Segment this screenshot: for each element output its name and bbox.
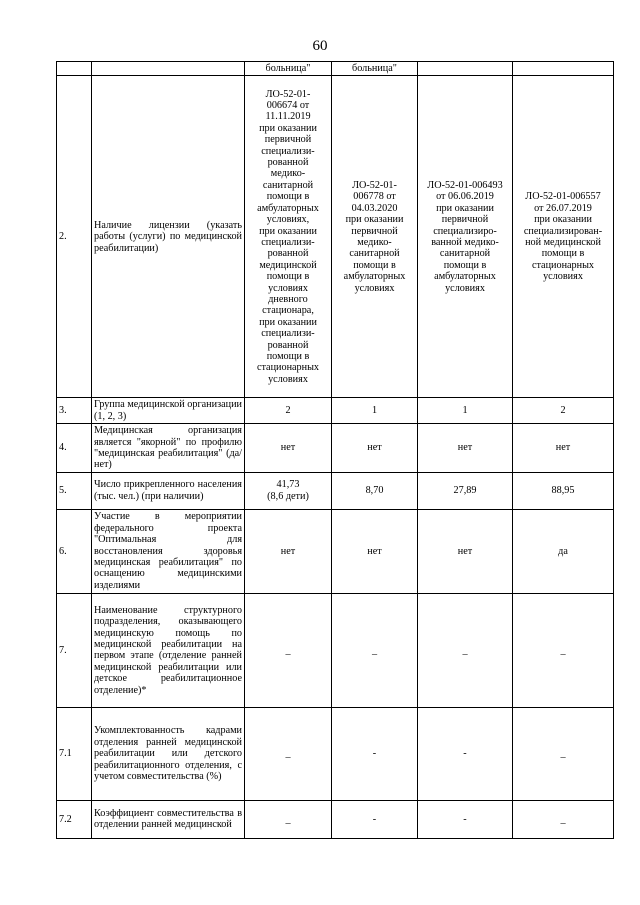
row-label: Коэффициент совместительства в отделении ранней медицинской [92, 800, 245, 838]
cell-v1: _ [245, 800, 332, 838]
cell-empty [57, 62, 92, 76]
cell-v1: нет [245, 509, 332, 593]
row-label: Наличие лицензии (указать работы (услуги) по медицинской реабилитации) [92, 76, 245, 398]
cell-v3: ЛО-52-01-006493 от 06.06.2019 при оказании первичной специализиро- ванной медико- санитарной помощи в амбулаторных условиях [418, 76, 513, 398]
row-number: 2. [57, 76, 92, 398]
cell-v3: нет [418, 424, 513, 473]
table-row [57, 76, 614, 398]
row-number: 3. [57, 398, 92, 424]
cell-empty [418, 62, 513, 76]
row-label: Наименование структурного подразделения, оказывающего медицинскую помощь по медицинской реабилитации на первом этапе (отделение ранней медицинской реабилитации или детское реабилитационное отделение)* [92, 593, 245, 707]
cell-v3: - [418, 707, 513, 800]
cell-v1: _ [245, 707, 332, 800]
row-number: 7. [57, 593, 92, 707]
table-row [57, 593, 614, 707]
cell-v4: _ [513, 800, 614, 838]
table-row [57, 398, 614, 424]
table-row [57, 472, 614, 509]
cell-v1: больница" [245, 62, 332, 76]
cell-v4: _ [513, 707, 614, 800]
cell-v1: 2 [245, 398, 332, 424]
cell-v3: 27,89 [418, 472, 513, 509]
page-number: 60 [312, 38, 328, 54]
row-label: Число прикрепленного населения (тыс. чел.) (при наличии) [92, 472, 245, 509]
cell-v1: 41,73 (8,6 дети) [245, 472, 332, 509]
cell-v3: - [418, 800, 513, 838]
cell-v4: _ [513, 593, 614, 707]
row-number: 6. [57, 509, 92, 593]
cell-empty [513, 62, 614, 76]
cell-v2: - [332, 800, 418, 838]
cell-empty [92, 62, 245, 76]
cell-v4: 2 [513, 398, 614, 424]
table-row [57, 800, 614, 838]
row-label: Группа медицинской организации (1, 2, 3) [92, 398, 245, 424]
table-row [57, 509, 614, 593]
row-number: 7.1 [57, 707, 92, 800]
rehabilitation-table [56, 61, 614, 839]
row-label: Укомплектованность кадрами отделения ранней медицинской реабилитации или детского реабилитационного отделения, с учетом совместительства (%) [92, 707, 245, 800]
cell-v1: _ [245, 593, 332, 707]
cell-v3: нет [418, 509, 513, 593]
cell-v3: 1 [418, 398, 513, 424]
row-number: 7.2 [57, 800, 92, 838]
table-row [57, 424, 614, 473]
row-number: 4. [57, 424, 92, 473]
cell-v2: нет [332, 509, 418, 593]
cell-v3: _ [418, 593, 513, 707]
cell-v4: ЛО-52-01-006557 от 26.07.2019 при оказании специализирован- ной медицинской помощи в стационарных условиях [513, 76, 614, 398]
cell-v2: 8,70 [332, 472, 418, 509]
row-number: 5. [57, 472, 92, 509]
table-row-header [57, 62, 614, 76]
cell-v2: _ [332, 593, 418, 707]
cell-v2: 1 [332, 398, 418, 424]
row-label: Медицинская организация является "якорной" по профилю "медицинская реабилитация" (да/нет) [92, 424, 245, 473]
row-label: Участие в мероприятии федерального проекта "Оптимальная для восстановления здоровья медицинская реабилитация" по оснащению медицинскими изделиями [92, 509, 245, 593]
cell-v4: 88,95 [513, 472, 614, 509]
cell-v4: нет [513, 424, 614, 473]
cell-v1: ЛО-52-01- 006674 от 11.11.2019 при оказании первичной специализи- рованной медико- санитарной помощи в амбулаторных условиях, при оказании специализи- рованной медицинской помощи в условиях дневного стационара, при оказании специализи- рованной помощи в стационарных условиях [245, 76, 332, 398]
cell-v2: больница" [332, 62, 418, 76]
cell-v2: ЛО-52-01- 006778 от 04.03.2020 при оказании первичной медико- санитарной помощи в амбулаторных условиях [332, 76, 418, 398]
cell-v2: - [332, 707, 418, 800]
table-row [57, 707, 614, 800]
cell-v4: да [513, 509, 614, 593]
cell-v1: нет [245, 424, 332, 473]
cell-v2: нет [332, 424, 418, 473]
